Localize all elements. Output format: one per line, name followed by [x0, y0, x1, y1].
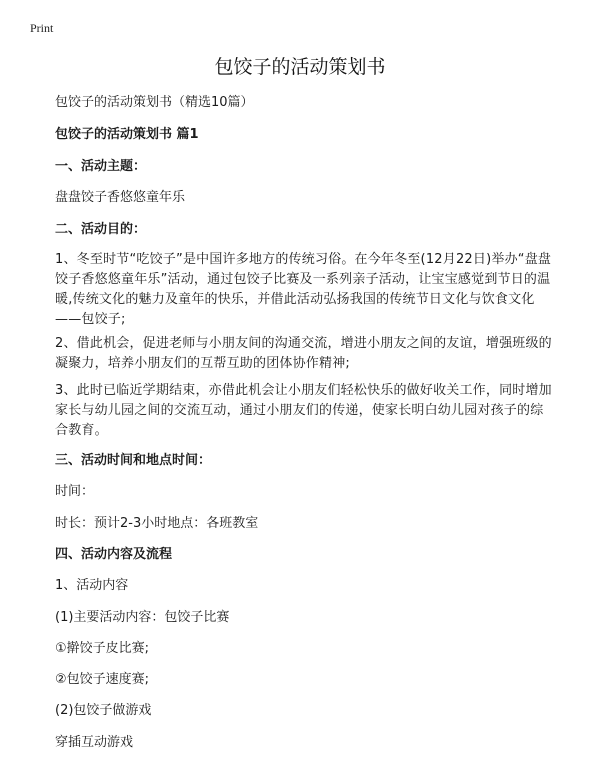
section-heading-content: 四、活动内容及流程	[55, 547, 173, 562]
document-subtitle: 包饺子的活动策划书（精选10篇）	[55, 95, 254, 110]
interlude-text: 穿插互动游戏	[55, 735, 134, 750]
purpose-item-2: 2、借此机会，促进老师与小朋友间的沟通交流，增进小朋友之间的友谊，增强班级的凝聚力，培养小朋友们的互帮互助的团体协作精神;	[55, 336, 552, 371]
purpose-item-3: 3、此时已临近学期结束，亦借此机会让小朋友们轻松快乐的做好收关工作，同时增加家长与幼儿园之间的交流互动，通过小朋友们的传递，使家长明白幼儿园对孩子的综合教育。	[55, 383, 552, 438]
section-heading-purpose: 二、活动目的：	[55, 222, 147, 237]
document-title: 包饺子的活动策划书	[214, 56, 386, 78]
part-heading: 包饺子的活动策划书 篇1	[55, 127, 199, 142]
section-heading-time-place: 三、活动时间和地点时间：	[55, 453, 212, 468]
section-heading-theme: 一、活动主题：	[55, 159, 147, 174]
game-label: (2)包饺子做游戏	[55, 703, 152, 718]
content-label: 1、活动内容	[55, 578, 129, 593]
duration-location-text: 时长：预计2-3小时地点：各班教室	[55, 516, 259, 531]
theme-text: 盘盘饺子香悠悠童年乐	[55, 190, 186, 205]
purpose-item-1: 1、冬至时节“吃饺子”是中国许多地方的传统习俗。在今年冬至(12月22日)举办“盘盘饺子香悠悠童年乐”活动，通过包饺子比赛及一系列亲子活动，让宝宝感觉到节日的温暖,传统文化的魅力及童年的快乐，并借此活动弘扬我国的传统节日文化与饮食文化——包饺子;	[55, 252, 552, 327]
activity-item-1: ①擀饺子皮比赛;	[55, 641, 150, 656]
time-label: 时间：	[55, 484, 95, 499]
main-activity-text: (1)主要活动内容：包饺子比赛	[55, 610, 230, 625]
print-label: Print	[30, 21, 54, 35]
activity-item-2: ②包饺子速度赛;	[55, 672, 150, 687]
